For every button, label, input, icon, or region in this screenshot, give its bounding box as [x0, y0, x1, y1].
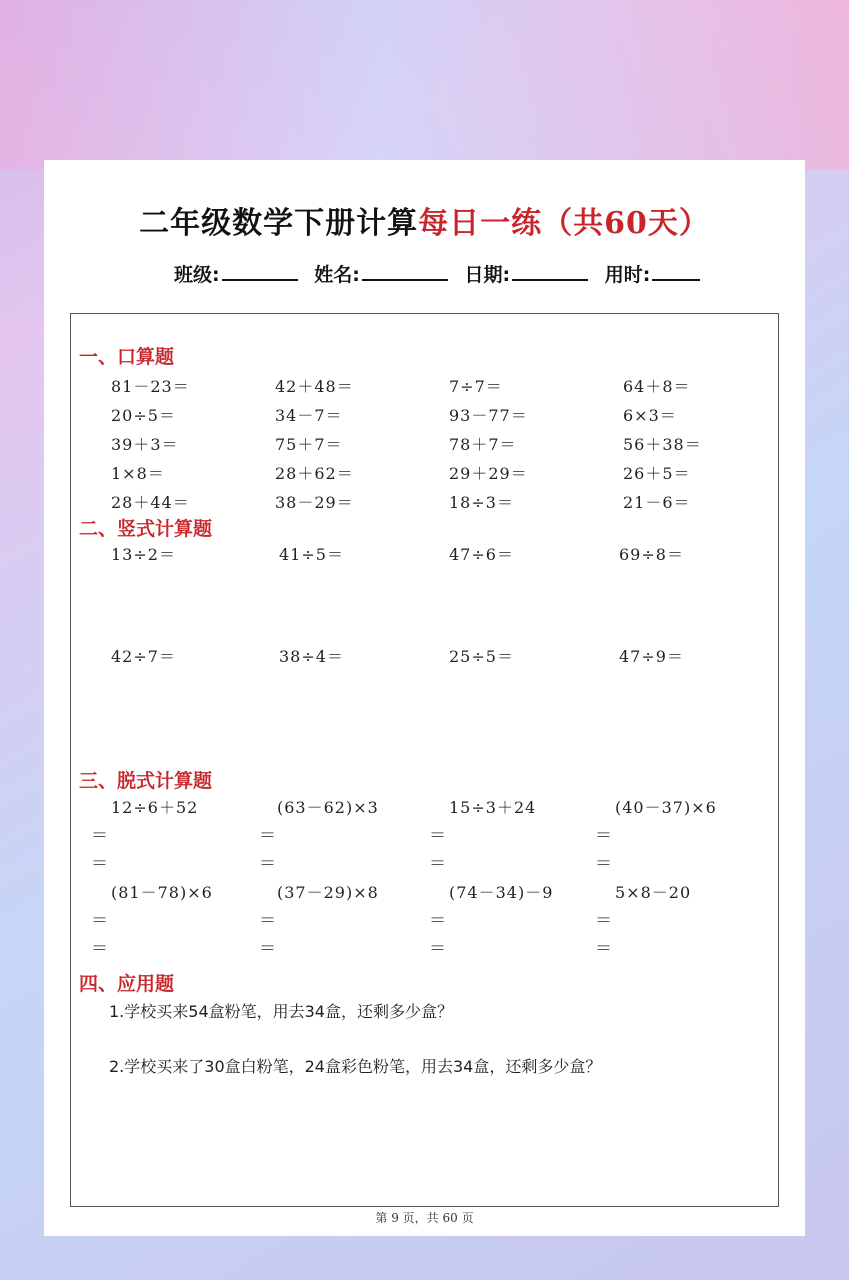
vertical-problem: 42÷7＝ [111, 647, 176, 666]
oral-problem: 26＋5＝ [623, 464, 691, 483]
page-title [44, 198, 805, 242]
time-field[interactable] [652, 261, 700, 281]
stepwise-problem: 15÷3＋24 [449, 798, 537, 817]
stepwise-problem: (37－29)×8 [277, 883, 379, 902]
name-label: 姓名: [314, 264, 360, 286]
stepwise-problem: 12÷6＋52 [111, 798, 199, 817]
equals-sign: ＝ [595, 911, 612, 931]
oral-problem: 29＋29＝ [449, 464, 528, 483]
info-line [174, 260, 710, 287]
vertical-problem: 47÷6＝ [449, 545, 514, 564]
equals-sign: ＝ [91, 854, 108, 874]
vertical-problem: 38÷4＝ [279, 647, 344, 666]
oral-problem: 34－7＝ [275, 406, 343, 425]
title-red: 每日一练（共60天） [418, 206, 710, 241]
equals-sign: ＝ [595, 854, 612, 874]
equals-sign: ＝ [429, 854, 446, 874]
vertical-problem: 69÷8＝ [619, 545, 684, 564]
vertical-problem: 47÷9＝ [619, 647, 684, 666]
oral-problem: 28＋62＝ [275, 464, 354, 483]
vertical-problem: 41÷5＝ [279, 545, 344, 564]
oral-problem: 81－23＝ [111, 377, 190, 396]
equals-sign: ＝ [429, 939, 446, 959]
stepwise-problem: 5×8－20 [615, 883, 692, 902]
class-label: 班级: [174, 264, 220, 286]
stepwise-problem: (40－37)×6 [615, 798, 717, 817]
page-footer: 第 9 页，共 60 页 [375, 1211, 474, 1225]
oral-problem: 6×3＝ [623, 406, 677, 425]
oral-problem: 42＋48＝ [275, 377, 354, 396]
section-vertical-heading: 二、竖式计算题 [79, 518, 213, 540]
section-oral-heading: 一、口算题 [79, 346, 175, 368]
section-word-heading: 四、应用题 [79, 973, 175, 995]
oral-problem: 38－29＝ [275, 493, 354, 512]
equals-sign: ＝ [595, 939, 612, 959]
oral-problem: 1×8＝ [111, 464, 165, 483]
vertical-problem: 25÷5＝ [449, 647, 514, 666]
date-field[interactable] [512, 261, 588, 281]
equals-sign: ＝ [429, 826, 446, 846]
class-field[interactable] [222, 261, 298, 281]
oral-problem: 39＋3＝ [111, 435, 179, 454]
date-label: 日期: [464, 264, 511, 286]
oral-problem: 64＋8＝ [623, 377, 691, 396]
exercise-box [70, 313, 779, 1207]
stepwise-problem: (74－34)－9 [449, 883, 554, 902]
equals-sign: ＝ [595, 826, 612, 846]
equals-sign: ＝ [91, 826, 108, 846]
name-field[interactable] [362, 261, 448, 281]
title-black: 二年级数学下册计算 [139, 206, 419, 241]
word-problem-2: 2.学校买来了30盒白粉笔，24盒彩色粉笔，用去34盒，还剩多少盒？ [109, 1057, 602, 1076]
equals-sign: ＝ [259, 939, 276, 959]
equals-sign: ＝ [91, 939, 108, 959]
oral-problem: 75＋7＝ [275, 435, 343, 454]
vertical-problem: 13÷2＝ [111, 545, 176, 564]
oral-problem: 21－6＝ [623, 493, 691, 512]
word-problem-1: 1.学校买来54盒粉笔，用去34盒，还剩多少盒？ [109, 1002, 453, 1021]
equals-sign: ＝ [429, 911, 446, 931]
equals-sign: ＝ [259, 911, 276, 931]
oral-problem: 28＋44＝ [111, 493, 190, 512]
oral-problem: 56＋38＝ [623, 435, 702, 454]
oral-problem: 7÷7＝ [449, 377, 503, 396]
time-label: 用时: [604, 264, 651, 286]
oral-problem: 20÷5＝ [111, 406, 176, 425]
equals-sign: ＝ [259, 826, 276, 846]
stepwise-problem: (81－78)×6 [111, 883, 213, 902]
oral-problem: 18÷3＝ [449, 493, 514, 512]
section-stepwise-heading: 三、脱式计算题 [79, 770, 213, 792]
oral-problem: 93－77＝ [449, 406, 528, 425]
worksheet-page [44, 160, 805, 1236]
equals-sign: ＝ [91, 911, 108, 931]
equals-sign: ＝ [259, 854, 276, 874]
stepwise-problem: (63－62)×3 [277, 798, 379, 817]
oral-problem: 78＋7＝ [449, 435, 517, 454]
background-glow [0, 0, 849, 170]
